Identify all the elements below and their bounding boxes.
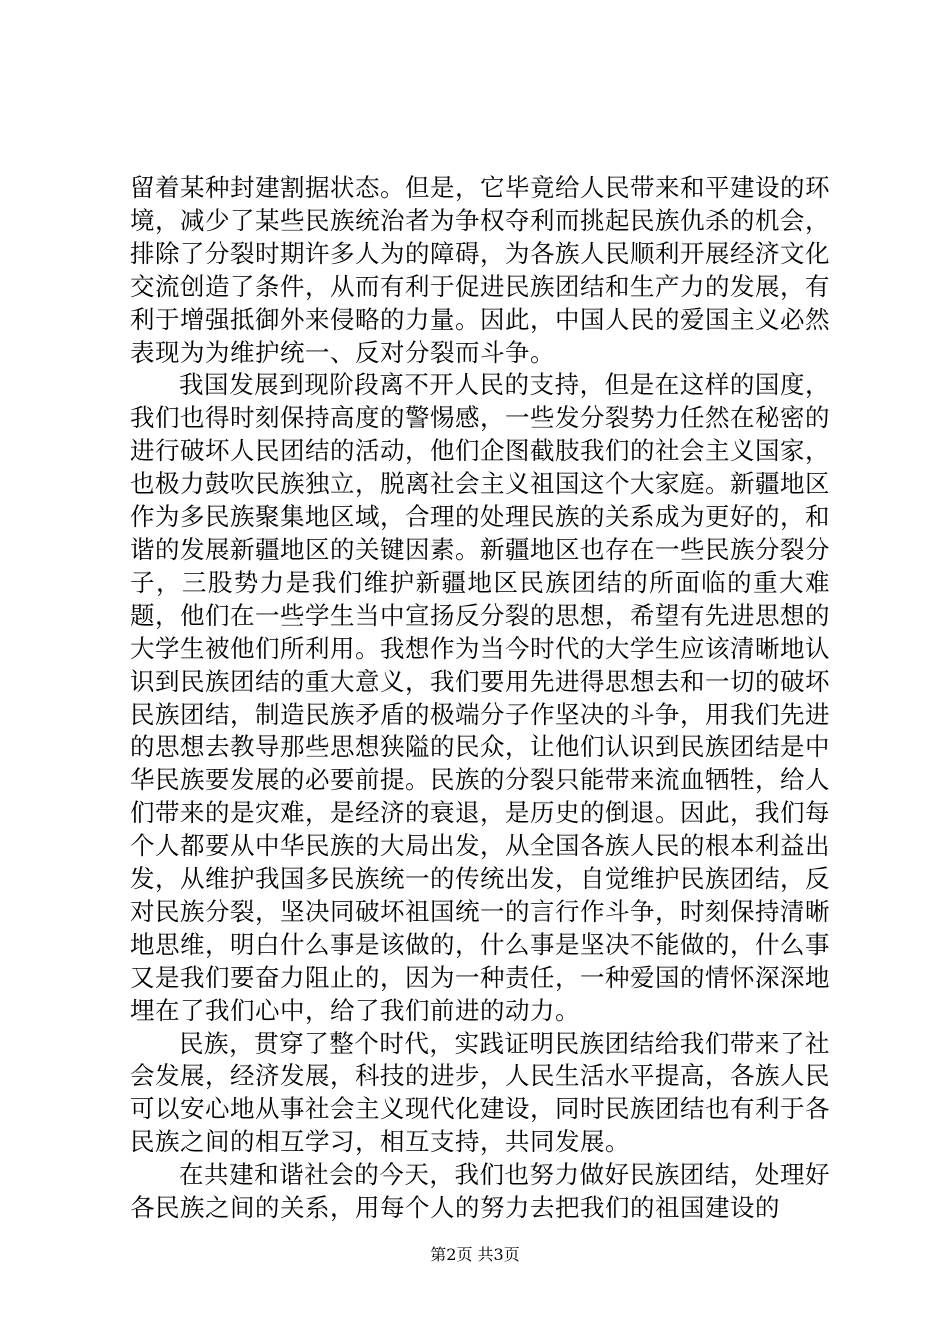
paragraph-3: 民族，贯穿了整个时代，实践证明民族团结给我们带来了社会发展，经济发展，科技的进步，人民生活水平提高，各族人民可以安心地从事社会主义现代化建设，同时民族团结也有利于各民族之间的相互学习，相互支持，共同发展。 <box>130 1028 830 1157</box>
page-number-label: 第2页 共3页 <box>430 1245 520 1264</box>
paragraph-2: 我国发展到现阶段离不开人民的支持，但是在这样的国度，我们也得时刻保持高度的警惕感，一些发分裂势力任然在秘密的进行破坏人民团结的活动，他们企图截肢我们的社会主义国家，也极力鼓吹民族独立，脱离社会主义祖国这个大家庭。新疆地区作为多民族聚集地区域，合理的处理民族的关系成为更好的，和谐的发展新疆地区的关键因素。新疆地区也存在一些民族分裂分子，三股势力是我们维护新疆地区民族团结的所面临的重大难题，他们在一些学生当中宣扬反分裂的思想，希望有先进思想的大学生被他们所利用。我想作为当今时代的大学生应该清晰地认识到民族团结的重大意义，我们要用先进得思想去和一切的破坏民族团结，制造民族矛盾的极端分子作坚决的斗争，用我们先进的思想去教导那些思想狭隘的民众，让他们认识到民族团结是中华民族要发展的必要前提。民族的分裂只能带来流血牺牲，给人们带来的是灾难，是经济的衰退，是历史的倒退。因此，我们每个人都要从中华民族的大局出发，从全国各族人民的根本利益出发，从维护我国多民族统一的传统出发，自觉维护民族团结，反对民族分裂，坚决同破坏祖国统一的言行作斗争，时刻保持清晰地思维，明白什么事是该做的，什么事是坚决不能做的，什么事又是我们要奋力阻止的，因为一种责任，一种爱国的情怀深深地埋在了我们心中，给了我们前进的动力。 <box>130 370 830 1025</box>
paragraph-4: 在共建和谐社会的今天，我们也努力做好民族团结，处理好各民族之间的关系，用每个人的努力去把我们的祖国建设的 <box>130 1160 830 1223</box>
paragraph-1: 留着某种封建割据状态。但是，它毕竟给人民带来和平建设的环境，减少了某些民族统治者为争权夺利而挑起民族仇杀的机会，排除了分裂时期许多人为的障碍，为各族人民顺利开展经济文化交流创造了条件，从而有利于促进民族团结和生产力的发展，有利于增强抵御外来侵略的力量。因此，中国人民的爱国主义必然表现为为维护统一、反对分裂而斗争。 <box>130 173 830 367</box>
page-footer <box>0 1245 950 1265</box>
body-text <box>130 172 830 1225</box>
